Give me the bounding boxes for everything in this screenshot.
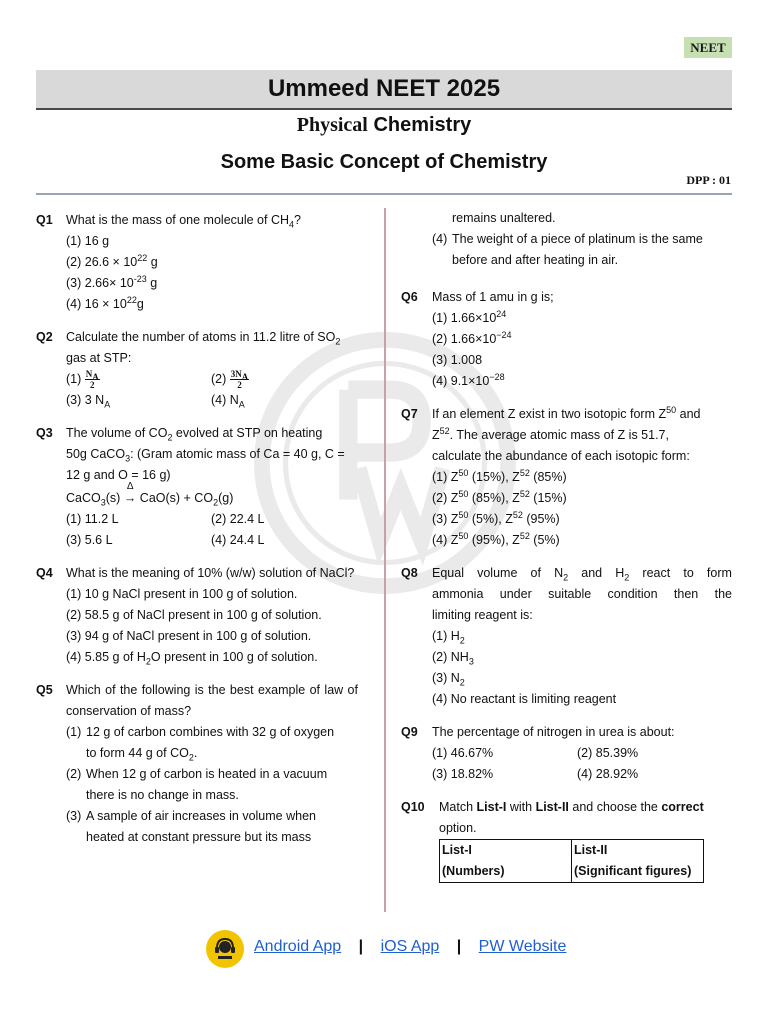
question-3 <box>36 423 358 551</box>
question-text: The percentage of nitrogen in urea is about: <box>432 725 675 739</box>
footer-links <box>254 938 566 956</box>
question-4 <box>36 563 358 668</box>
option-1: (1) 11.2 L <box>66 512 119 527</box>
ios-app-link[interactable]: iOS App <box>380 938 440 955</box>
option-4: (4) 28.92% <box>577 767 639 781</box>
option-4: (4) No reactant is limiting reagent <box>432 692 617 706</box>
question-number: Q10 <box>401 800 425 814</box>
question-text: What is the mass of one molecule of $CH_4$? <box>66 213 301 230</box>
option-1: (1) 16 g <box>66 234 110 248</box>
option-1: (1) 46.67% <box>432 746 494 760</box>
question-number: Q2 <box>36 330 53 344</box>
question-9 <box>401 722 732 785</box>
subject-part2: Chemistry <box>373 114 472 136</box>
question-5 <box>36 680 358 848</box>
option-2: (2) $NH_3$ <box>432 650 474 667</box>
question-number: Q1 <box>36 213 53 227</box>
option-1: (1) 12 g of carbon combines with 32 g of oxygen to form 44 g of $CO_2$. <box>66 725 335 763</box>
question-text-cont: 50g CaCO$_3$: (Gram atomic mass of Ca = 40 g, C = <box>66 447 345 464</box>
question-text: Match List-I with List-II and choose the correct <box>439 800 704 814</box>
question-number: Q8 <box>401 566 418 580</box>
option-2: (2) 58.5 g of NaCl present in 100 g of solution. <box>66 608 322 623</box>
option-3: (3) 1.008 <box>432 353 483 367</box>
right-column <box>401 208 732 883</box>
subject-part1: Physical <box>296 114 368 136</box>
question-text-cont: ammonia under suitable condition then the <box>432 587 732 601</box>
option-3: (3) A sample of air increases in volume when heated at constant pressure but its mass <box>66 809 316 845</box>
option-1: (1) $1.66\times 10^{24}$ <box>432 308 507 325</box>
page-title: Ummeed NEET 2025 <box>267 75 501 102</box>
option-3-cont: remains unaltered. <box>452 211 556 225</box>
option-1: (1) 10 g NaCl present in 100 g of solution. <box>66 587 298 602</box>
table-header-list-1: List-I (Numbers) <box>440 840 572 883</box>
question-6 <box>401 287 732 392</box>
question-text: What is the meaning of 10% (w/w) solution of NaCl? <box>66 566 355 581</box>
question-2 <box>36 327 358 411</box>
question-text: Which of the following is the best example of law of conservation of mass? <box>66 683 358 719</box>
option-3: (3) $2.66\times 10^{-23}$ g <box>66 273 158 290</box>
option-1: (1) $Z^{50}$ (15%), $Z^{52}$ (85%) <box>432 467 567 484</box>
question-text-cont: 12 g and O = 16 g) <box>66 468 171 483</box>
question-10 <box>401 797 732 839</box>
question-8 <box>401 563 732 710</box>
pw-website-link[interactable]: PW Website <box>478 938 567 955</box>
question-text: Mass of 1 amu in g is; <box>432 290 554 304</box>
column-divider <box>384 208 386 912</box>
option-3: (3) 5.6 L <box>66 533 113 548</box>
question-number: Q7 <box>401 407 418 421</box>
title-band <box>36 70 732 110</box>
header-rule <box>36 193 732 195</box>
option-1: (1) $\frac{N_A}{2}$ <box>66 369 99 391</box>
option-3: (3) 94 g of NaCl present in 100 g of solution. <box>66 629 312 644</box>
customer-service-icon[interactable] <box>206 930 244 968</box>
match-table <box>439 839 704 883</box>
footer-separator: | <box>358 938 364 955</box>
option-4: (4) $N_A$ <box>211 393 245 410</box>
option-3: (3) 18.82% <box>432 767 494 781</box>
option-4: (4) 5.85 g of $H_2O$ present in 100 g of solution. <box>66 650 318 667</box>
android-app-link[interactable]: Android App <box>254 938 342 955</box>
option-4: (4) The weight of a piece of platinum is the same before and after heating in air. <box>432 232 703 267</box>
question-text: If an element Z exist in two isotopic form $Z^{50}$ and <box>432 404 701 421</box>
subject-title <box>0 114 768 137</box>
option-2: (2) 85.39% <box>577 746 639 760</box>
chapter-title: Some Basic Concept of Chemistry <box>220 151 548 173</box>
option-4: (4) $16 \times 10^{22}g$ <box>66 294 144 311</box>
option-2: (2) $26.6 \times 10^{22}$ g <box>66 252 158 269</box>
option-2: (2) $1.66\times 10^{-24}$ <box>432 329 512 346</box>
question-number: Q9 <box>401 725 418 739</box>
option-4: (4) 24.4 L <box>211 533 265 548</box>
question-text: Equal volume of $N_2$ and $H_2$ react to form <box>432 566 732 583</box>
question-text-cont: calculate the abundance of each isotopic form: <box>432 449 690 463</box>
question-text-cont: gas at STP: <box>66 351 132 365</box>
question-7 <box>401 404 732 551</box>
option-3: (3) $N_2$ <box>432 671 465 688</box>
question-number: Q6 <box>401 290 418 304</box>
option-2: (2) $\frac{3N_A}{2}$ <box>211 369 249 391</box>
question-1 <box>36 210 358 315</box>
question-text: The volume of $CO_2$ evolved at STP on heating <box>66 426 323 443</box>
question-text-cont: limiting reagent is: <box>432 608 533 622</box>
option-3: (3) 3 $N_A$ <box>66 393 111 410</box>
question-number: Q4 <box>36 566 53 581</box>
left-column <box>36 210 358 860</box>
option-4: (4) $Z^{50}$ (95%), $Z^{52}$ (5%) <box>432 530 560 547</box>
question-5-continued <box>401 208 732 271</box>
neet-badge: NEET <box>684 37 732 58</box>
table-header-list-2: List-II (Significant figures) <box>572 840 704 883</box>
option-3: (3) $Z^{50}$ (5%), $Z^{52}$ (95%) <box>432 509 560 526</box>
question-number: Q3 <box>36 426 53 441</box>
question-text-cont: option. <box>439 821 477 835</box>
dpp-label: DPP : 01 <box>686 173 731 187</box>
option-2: (2) 22.4 L <box>211 512 265 527</box>
option-2: (2) When 12 g of carbon is heated in a vacuum there is no change in mass. <box>66 767 328 803</box>
footer-separator: | <box>456 938 462 955</box>
question-text-cont: $Z^{52}$. The average atomic mass of Z is 51.7, <box>432 425 669 442</box>
question-number: Q5 <box>36 683 53 698</box>
option-4: (4) $9.1\times 10^{-28}$ <box>432 371 505 388</box>
question-text: Calculate the number of atoms in 11.2 litre of $SO_2$ <box>66 330 341 347</box>
option-1: (1) $H_2$ <box>432 629 465 646</box>
option-2: (2) $Z^{50}$ (85%), $Z^{52}$ (15%) <box>432 488 567 505</box>
reaction-equation: CaCO$_3$(s) Δ → $CaO(s) + CO_2(g)$ <box>66 481 234 508</box>
